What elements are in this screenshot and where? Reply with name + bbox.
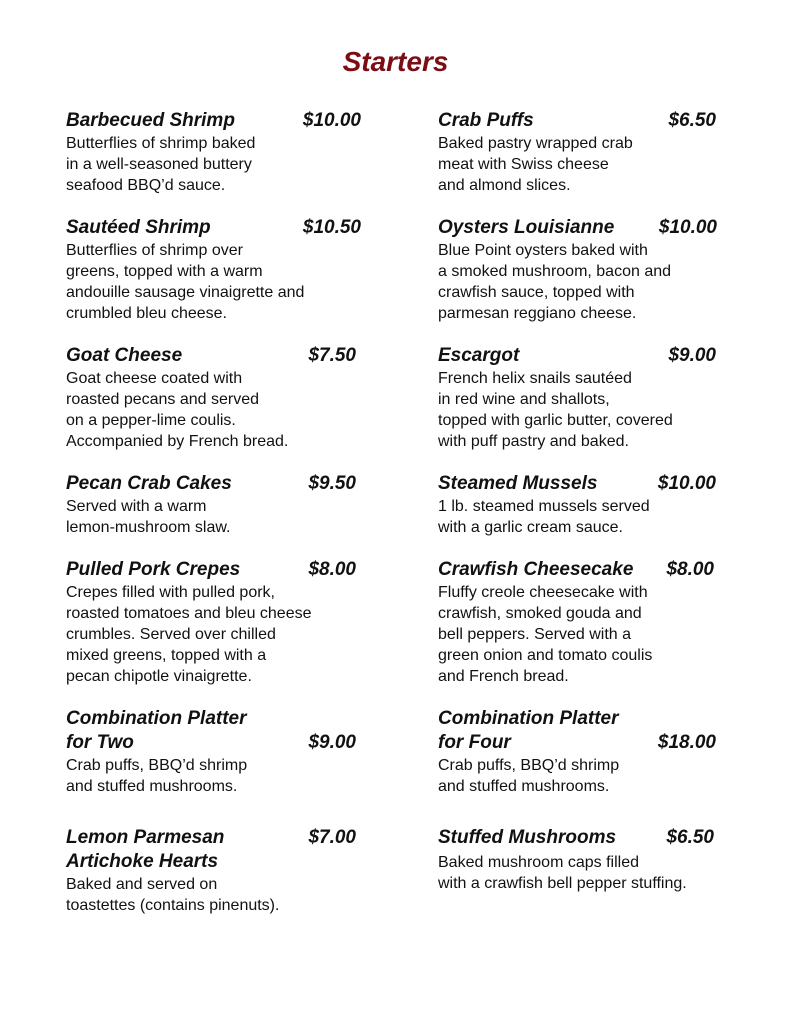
description-line: meat with Swiss cheese [438,156,609,173]
item-name: for Four [438,732,511,753]
description-line: bell peppers. Served with a [438,626,631,643]
item-description [66,133,361,196]
description-line: Crab puffs, BBQ’d shrimp [438,757,620,774]
description-line: toastettes (contains pinenuts). [66,897,280,914]
description-line: with a crawfish bell pepper stuffing. [438,875,687,892]
item-description [66,582,356,687]
item-price: $9.00 [308,732,356,753]
menu-item-oysters-louisianne [438,216,717,324]
description-line: and stuffed mushrooms. [438,778,610,795]
description-line: greens, topped with a warm [66,263,263,280]
item-name: Combination Platter [438,708,619,729]
item-price: $8.00 [308,559,356,580]
item-name: Pecan Crab Cakes [66,473,232,494]
item-price: $6.50 [668,110,716,131]
item-price: $9.00 [668,345,716,366]
item-heading [66,558,356,582]
description-line: crawfish, smoked gouda and [438,605,642,622]
item-description [438,755,716,797]
item-description [66,874,356,916]
item-name: Steamed Mussels [438,473,598,494]
item-price: $8.00 [666,559,714,580]
item-heading [438,344,716,368]
item-name: Stuffed Mushrooms [438,827,617,848]
item-description [66,240,361,324]
description-line: andouille sausage vinaigrette and [66,284,305,301]
item-heading [66,344,356,368]
description-line: Crab puffs, BBQ’d shrimp [66,757,248,774]
description-line: Butterflies of shrimp baked [66,135,256,152]
description-line: a smoked mushroom, bacon and [438,263,672,280]
item-name: Sautéed Shrimp [66,217,211,238]
item-name: Oysters Louisianne [438,217,615,238]
item-name: Crawfish Cheesecake [438,559,634,580]
description-line: Baked and served on [66,876,218,893]
item-name: Barbecued Shrimp [66,110,235,131]
description-line: on a pepper-lime coulis. [66,412,236,429]
item-description [438,582,714,687]
menu-item-steamed-mussels [438,472,716,538]
item-description [66,496,356,538]
description-line: French helix snails sautéed [438,370,632,387]
item-heading [438,826,714,850]
menu-item-pecan-crab-cakes [66,472,356,538]
description-line: lemon-mushroom slaw. [66,519,231,536]
description-line: crawfish sauce, topped with [438,284,635,301]
menu-item-barbecued-shrimp [66,109,361,196]
item-heading [438,216,717,240]
item-description [438,368,716,452]
menu-item-combination-platter-two [66,707,356,797]
description-line: parmesan reggiano cheese. [438,305,637,322]
description-line: Butterflies of shrimp over [66,242,243,259]
item-heading [66,472,356,496]
item-price: $10.00 [657,473,716,494]
item-heading [66,826,356,874]
item-heading [438,109,716,133]
description-line: with puff pastry and baked. [438,433,629,450]
menu-item-pulled-pork-crepes [66,558,356,687]
item-price: $7.00 [308,827,356,848]
item-name: Goat Cheese [66,345,183,366]
item-heading [66,216,361,240]
menu-item-sauteed-shrimp [66,216,361,324]
page-title: Starters [342,46,449,77]
description-line: topped with garlic butter, covered [438,412,673,429]
description-line: and stuffed mushrooms. [66,778,238,795]
description-line: mixed greens, topped with a [66,647,267,664]
item-heading [438,472,716,496]
item-price: $7.50 [308,345,356,366]
description-line: crumbles. Served over chilled [66,626,276,643]
description-line: Served with a warm [66,498,207,515]
item-heading [66,707,356,755]
item-name: Artichoke Hearts [66,851,219,872]
menu-item-goat-cheese [66,344,356,452]
description-line: Fluffy creole cheesecake with [438,584,648,601]
description-line: Baked pastry wrapped crab [438,135,633,152]
description-line: in red wine and shallots, [438,391,610,408]
item-name: Escargot [438,345,520,366]
item-price: $18.00 [657,732,716,753]
description-line: crumbled bleu cheese. [66,305,227,322]
menu-item-stuffed-mushrooms [438,826,714,894]
item-name: Crab Puffs [438,110,534,131]
item-heading [438,707,716,755]
menu-item-crab-puffs [438,109,716,196]
description-line: 1 lb. steamed mussels served [438,498,650,515]
item-price: $10.00 [658,217,717,238]
item-name: for Two [66,732,134,753]
description-line: Crepes filled with pulled pork, [66,584,275,601]
item-heading [66,109,361,133]
item-price: $9.50 [308,473,356,494]
description-line: in a well-seasoned buttery [66,156,252,173]
item-price: $10.00 [302,110,361,131]
description-line: seafood BBQ’d sauce. [66,177,226,194]
item-name: Lemon Parmesan [66,827,225,848]
menu-item-lemon-parmesan-artichoke [66,826,356,916]
description-line: Blue Point oysters baked with [438,242,648,259]
item-description [66,755,356,797]
description-line: pecan chipotle vinaigrette. [66,668,252,685]
item-name: Combination Platter [66,708,247,729]
item-heading [438,558,714,582]
item-description [438,240,717,324]
item-name: Pulled Pork Crepes [66,559,241,580]
item-description [438,852,714,894]
description-line: and French bread. [438,668,569,685]
menu-item-crawfish-cheesecake [438,558,714,687]
description-line: roasted tomatoes and bleu cheese [66,605,312,622]
description-line: Goat cheese coated with [66,370,243,387]
item-description [66,368,356,452]
item-description [438,133,716,196]
description-line: and almond slices. [438,177,571,194]
menu-item-combination-platter-four [438,707,716,797]
description-line: green onion and tomato coulis [438,647,653,664]
description-line: Baked mushroom caps filled [438,854,639,871]
description-line: with a garlic cream sauce. [438,519,623,536]
item-price: $10.50 [302,217,361,238]
menu-item-escargot [438,344,716,452]
description-line: Accompanied by French bread. [66,433,289,450]
description-line: roasted pecans and served [66,391,260,408]
item-description [438,496,716,538]
item-price: $6.50 [666,827,714,848]
